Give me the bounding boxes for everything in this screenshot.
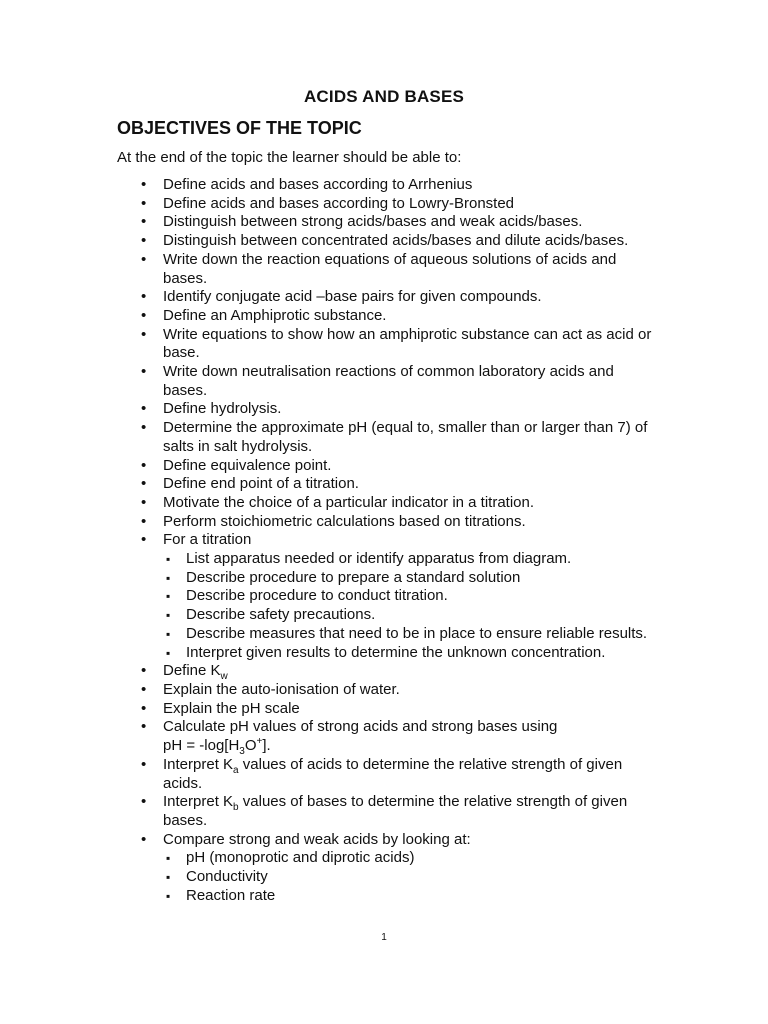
list-item: • Determine the approximate pH (equal to, smaller than or larger than 7) of salts in salt hydrolysis.	[0, 419, 653, 456]
sub-list-item: ▪ pH (monoprotic and diprotic acids)	[163, 849, 653, 868]
list-item: • Explain the auto-ionisation of water.	[0, 681, 653, 700]
sub-list-item: ▪ List apparatus needed or identify apparatus from diagram.	[163, 550, 653, 569]
sub-list-item: ▪ Describe procedure to conduct titration.	[163, 587, 653, 606]
intro-text: At the end of the topic the learner should be able to:	[117, 149, 462, 166]
compare-group	[0, 831, 653, 906]
page-number: 1	[381, 932, 387, 943]
document-title: ACIDS AND BASES	[303, 87, 465, 106]
list-item-kb: • Interpret $K_b$ values of bases to determine the relative strength of given bases.	[0, 793, 653, 830]
sub-list-item: ▪ Reaction rate	[163, 887, 653, 906]
section-heading: OBJECTIVES OF THE TOPIC	[117, 118, 362, 138]
list-item: • Identify conjugate acid –base pairs for given compounds.	[0, 288, 653, 307]
list-item: • Motivate the choice of a particular indicator in a titration.	[0, 494, 653, 513]
list-item: • Define end point of a titration.	[0, 475, 653, 494]
list-item: • Write equations to show how an amphiprotic substance can act as acid or base.	[0, 326, 653, 363]
list-item: • Define acids and bases according to Lowry-Bronsted	[0, 195, 653, 214]
titration-label: • For a titration	[163, 531, 252, 549]
list-item-kw: • Define $K_w$	[0, 662, 653, 681]
list-item: • Write down the reaction equations of aqueous solutions of acids and bases.	[0, 251, 653, 288]
list-item-ka: • Interpret $K_a$ values of acids to determine the relative strength of given acids.	[0, 756, 653, 793]
sub-list-item: ▪ Describe procedure to prepare a standard solution	[163, 569, 653, 588]
titration-group	[0, 531, 653, 662]
list-item: • Define equivalence point.	[0, 457, 653, 476]
list-item-calc: • Calculate pH values of strong acids and strong bases using pH = $-\log[H_3O^+]$.	[0, 718, 653, 755]
list-item: • Explain the pH scale	[0, 700, 653, 719]
sub-list-item: ▪ Interpret given results to determine the unknown concentration.	[163, 644, 653, 663]
titration-sublist	[163, 550, 653, 662]
list-item: • Distinguish between concentrated acids/bases and dilute acids/bases.	[0, 232, 653, 251]
compare-label: • Compare strong and weak acids by looking at:	[163, 830, 471, 848]
list-item: • Define acids and bases according to Arrhenius	[0, 176, 653, 195]
list-item: • Define hydrolysis.	[0, 400, 653, 419]
sub-list-item: ▪ Conductivity	[163, 868, 653, 887]
list-item: • Perform stoichiometric calculations based on titrations.	[0, 513, 653, 532]
list-item: • Define an Amphiprotic substance.	[0, 307, 653, 326]
compare-sublist	[163, 849, 653, 905]
list-item: • Write down neutralisation reactions of common laboratory acids and bases.	[0, 363, 653, 400]
sub-list-item: ▪ Describe safety precautions.	[163, 606, 653, 625]
objectives-list	[0, 176, 768, 905]
sub-list-item: ▪ Describe measures that need to be in place to ensure reliable results.	[163, 625, 653, 644]
list-item: • Distinguish between strong acids/bases and weak acids/bases.	[0, 213, 653, 232]
